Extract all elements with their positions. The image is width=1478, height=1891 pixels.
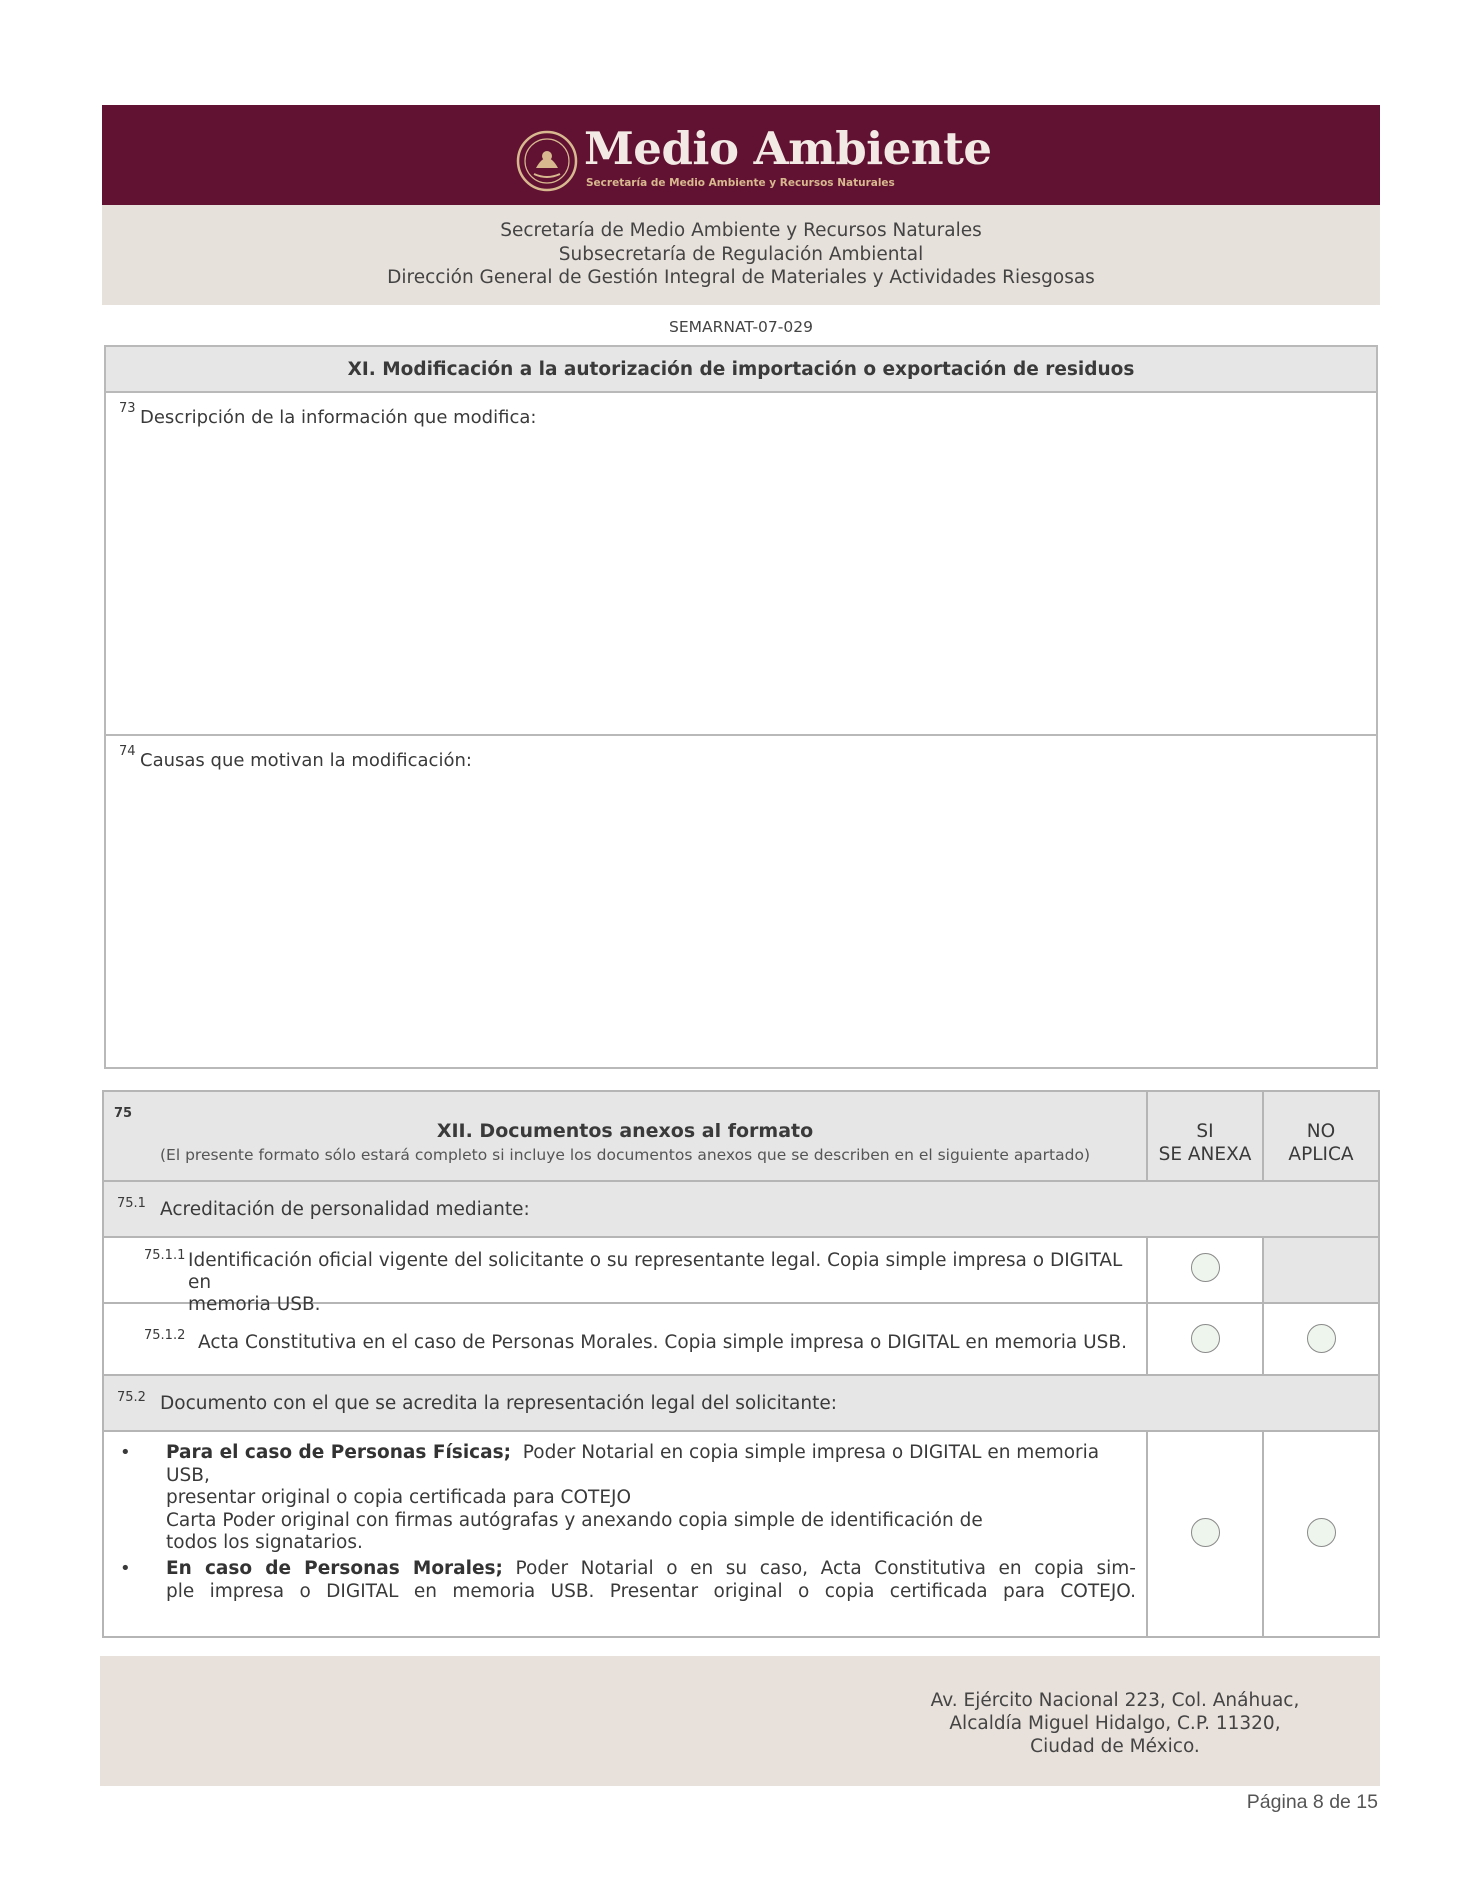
column-header-si-line2: SE ANEXA (1158, 1144, 1252, 1165)
field-label: Descripción de la información que modifica: (140, 407, 537, 428)
column-header-no (1262, 1092, 1378, 1180)
personas-fisicas-label: Para el caso de Personas Físicas; (166, 1442, 512, 1463)
personas-morales-text (166, 1558, 1136, 1603)
address (930, 1689, 1300, 1758)
section-11 (104, 345, 1378, 1069)
item-text-line1: Identificación oficial vigente del solicitante o su representante legal. Copia simple impresa o DIGITAL en (188, 1250, 1123, 1293)
address-line-3: Ciudad de México. (1030, 1736, 1200, 1757)
section-11-title: XI. Modificación a la autorización de importación o exportación de residuos (106, 347, 1376, 393)
personas-fisicas-line1: Poder Notarial en copia simple impresa o DIGITAL en memoria USB, (166, 1442, 1100, 1486)
personas-morales-label: En caso de Personas Morales; (166, 1558, 503, 1579)
page-number: Página 8 de 15 (1246, 1791, 1378, 1813)
section-12 (102, 1090, 1380, 1638)
personas-fisicas-line3: Carta Poder original con firmas autógrafas y anexando copia simple de identificación de (166, 1509, 983, 1531)
agency-line-2: Subsecretaría de Regulación Ambiental (558, 243, 924, 265)
address-line-2: Alcaldía Miguel Hidalgo, C.P. 11320, (949, 1713, 1281, 1734)
section-number: 75 (114, 1106, 133, 1121)
item-75-1-1 (104, 1238, 1378, 1315)
section-12-header (104, 1092, 1378, 1182)
brand-subtitle: Secretaría de Medio Ambiente y Recursos Naturales (586, 177, 895, 189)
item-text: Acta Constitutiva en el caso de Personas Morales. Copia simple impresa o DIGITAL en memoria USB. (198, 1332, 1127, 1353)
field-73-description[interactable] (106, 393, 1376, 736)
subsection-75-1 (104, 1182, 1378, 1238)
personas-fisicas-text (166, 1442, 1138, 1555)
bullet-icon: • (120, 1558, 131, 1579)
bullet-icon: • (120, 1442, 131, 1463)
personas-morales-line1: Poder Notarial o en su caso, Acta Constitutiva en copia sim- (515, 1558, 1136, 1579)
subsection-number: 75.2 (117, 1390, 146, 1405)
item-number: 75.1.2 (144, 1328, 186, 1343)
agency-line-1: Secretaría de Medio Ambiente y Recursos Naturales (500, 220, 982, 241)
disabled-cell (1264, 1238, 1378, 1302)
radio-75-2-si[interactable] (1191, 1518, 1220, 1547)
brand-name: Medio Ambiente (584, 122, 992, 175)
field-number: 73 (119, 401, 136, 416)
column-header-no-line1: NO (1306, 1121, 1336, 1142)
column-header-si (1146, 1092, 1262, 1180)
item-75-1-2 (104, 1304, 1378, 1376)
cell-divider (1262, 1432, 1264, 1636)
section-12-title: XII. Documentos anexos al formato (436, 1120, 814, 1142)
item-75-2-personas (104, 1432, 1378, 1636)
cell-divider (1146, 1304, 1148, 1374)
personas-morales-line2: ple impresa o DIGITAL en memoria USB. Presentar original o copia certificada para COTEJO. (166, 1580, 1136, 1602)
item-text-line2: memoria USB. (188, 1294, 321, 1315)
column-header-si-line1: SI (1196, 1121, 1214, 1142)
subsection-label: Documento con el que se acredita la representación legal del solicitante: (160, 1393, 837, 1414)
field-label: Causas que motivan la modificación: (140, 750, 472, 771)
form-code: SEMARNAT-07-029 (669, 318, 813, 336)
radio-75-1-1-si[interactable] (1191, 1253, 1220, 1282)
cell-divider (1262, 1304, 1264, 1374)
agency-line-3: Dirección General de Gestión Integral de Materiales y Actividades Riesgosas (387, 267, 1095, 288)
field-74-causes[interactable] (106, 736, 1376, 1067)
radio-75-1-2-no[interactable] (1307, 1324, 1336, 1353)
coat-of-arms-seal-icon (516, 130, 578, 192)
subsection-75-2 (104, 1376, 1378, 1432)
subsection-number: 75.1 (117, 1196, 146, 1211)
agency-block (102, 205, 1380, 305)
personas-fisicas-line4: todos los signatarios. (166, 1532, 363, 1553)
address-line-1: Av. Ejército Nacional 223, Col. Anáhuac, (930, 1690, 1300, 1711)
subsection-label: Acreditación de personalidad mediante: (160, 1199, 530, 1220)
radio-75-2-no[interactable] (1307, 1518, 1336, 1547)
column-header-no-line2: APLICA (1288, 1144, 1354, 1165)
personas-fisicas-line2: presentar original o copia certificada para COTEJO (166, 1487, 632, 1508)
item-number: 75.1.1 (144, 1248, 186, 1263)
section-12-subtitle: (El presente formato sólo estará completo si incluye los documentos anexos que se describen en el siguiente apartado) (160, 1146, 1090, 1164)
radio-75-1-2-si[interactable] (1191, 1324, 1220, 1353)
cell-divider (1146, 1432, 1148, 1636)
cell-divider (1146, 1238, 1148, 1302)
field-number: 74 (119, 744, 136, 759)
